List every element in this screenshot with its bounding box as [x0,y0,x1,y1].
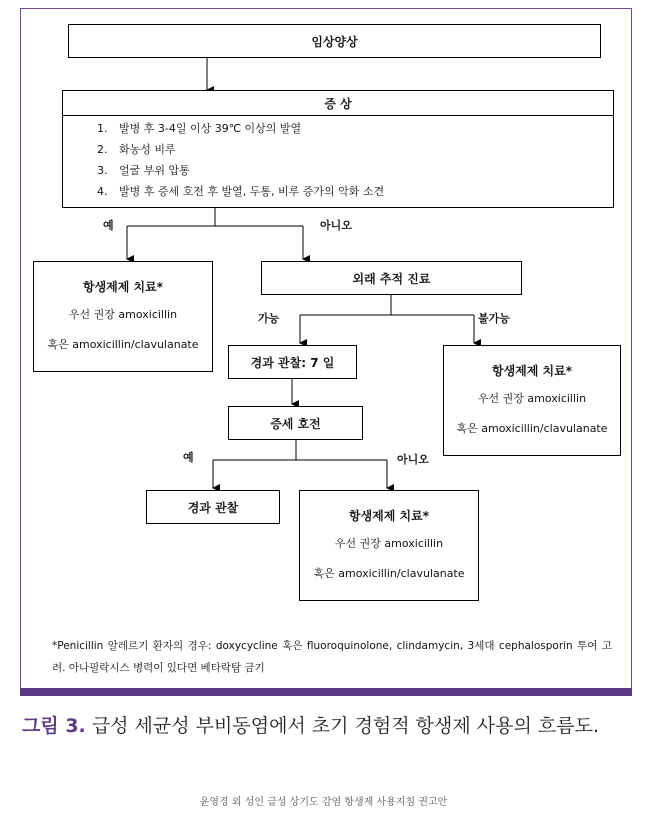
page-footer: 윤영경 외 성인 급성 상기도 감염 항생제 사용지침 권고안 [199,797,448,808]
symptoms-title-row [63,91,613,116]
observation-7day-box [228,345,357,379]
figure-caption [22,712,632,741]
yes-label: 예 [103,219,114,232]
possible-label: 가능 [258,312,280,325]
antibiotic-right-line2: 혹은 amoxicillin/clavulanate [456,421,608,435]
antibiotic-treatment-right-box [443,345,621,456]
outpatient-followup-box [261,261,522,295]
symptom-improvement-box [228,406,363,440]
antibiotic-left-line1: 우선 권장 amoxicillin [68,307,178,321]
observation-box [146,490,280,524]
penicillin-allergy-footnote: *Penicillin 알레르기 환자의 경우: doxycycline 혹은 fluoroquinolone, clindamycin, 3세대 cephalosporin 투여 고려. 아나필락시스 병력이 있다면 베타락탐 금기 [52,640,612,674]
antibiotic-treatment-bottom-box [299,490,479,601]
antibiotic-bottom-line2: 혹은 amoxicillin/clavulanate [313,566,465,580]
symptom-item-1: 1. 발병 후 3-4일 이상 39℃ 이상의 발열 [97,122,302,135]
antibiotic-bottom-line1: 우선 권장 amoxicillin [334,536,444,550]
observation-label: 경과 관찰 [187,500,239,515]
antibiotic-right-line1: 우선 권장 amoxicillin [477,391,587,405]
antibiotic-right-title: 항생제제 치료* [491,363,572,378]
impossible-label: 불가능 [478,312,510,325]
symptoms-list [97,118,384,202]
no-label: 아니오 [320,219,352,232]
yes2-label: 예 [183,451,194,464]
antibiotic-bottom-title: 항생제제 치료* [348,508,429,523]
figure-label: 그림 3. [22,715,86,737]
no2-label: 아니오 [397,453,429,466]
clinical-presentation-label: 임상양상 [311,34,358,49]
symptom-item-2: 2. 화농성 비루 [97,143,176,156]
antibiotic-treatment-left-box [33,261,213,372]
outpatient-followup-label: 외래 추적 진료 [352,271,431,286]
antibiotic-left-line2: 혹은 amoxicillin/clavulanate [47,337,199,351]
symptom-item-3: 3. 얼굴 부위 압통 [97,164,190,177]
symptom-item-4: 4. 발병 후 증세 호전 후 발열, 두통, 비루 증가의 악화 소견 [97,185,385,198]
clinical-presentation-box [68,24,601,58]
antibiotic-left-title: 항생제제 치료* [82,279,163,294]
figure-caption-text: 급성 세균성 부비동염에서 초기 경험적 항생제 사용의 흐름도. [91,715,599,737]
symptom-improvement-label: 증세 호전 [270,416,321,431]
symptoms-title: 증 상 [324,96,352,111]
figure-bottom-bar [20,688,632,696]
observation-7day-label: 경과 관찰: 7 일 [250,355,335,370]
